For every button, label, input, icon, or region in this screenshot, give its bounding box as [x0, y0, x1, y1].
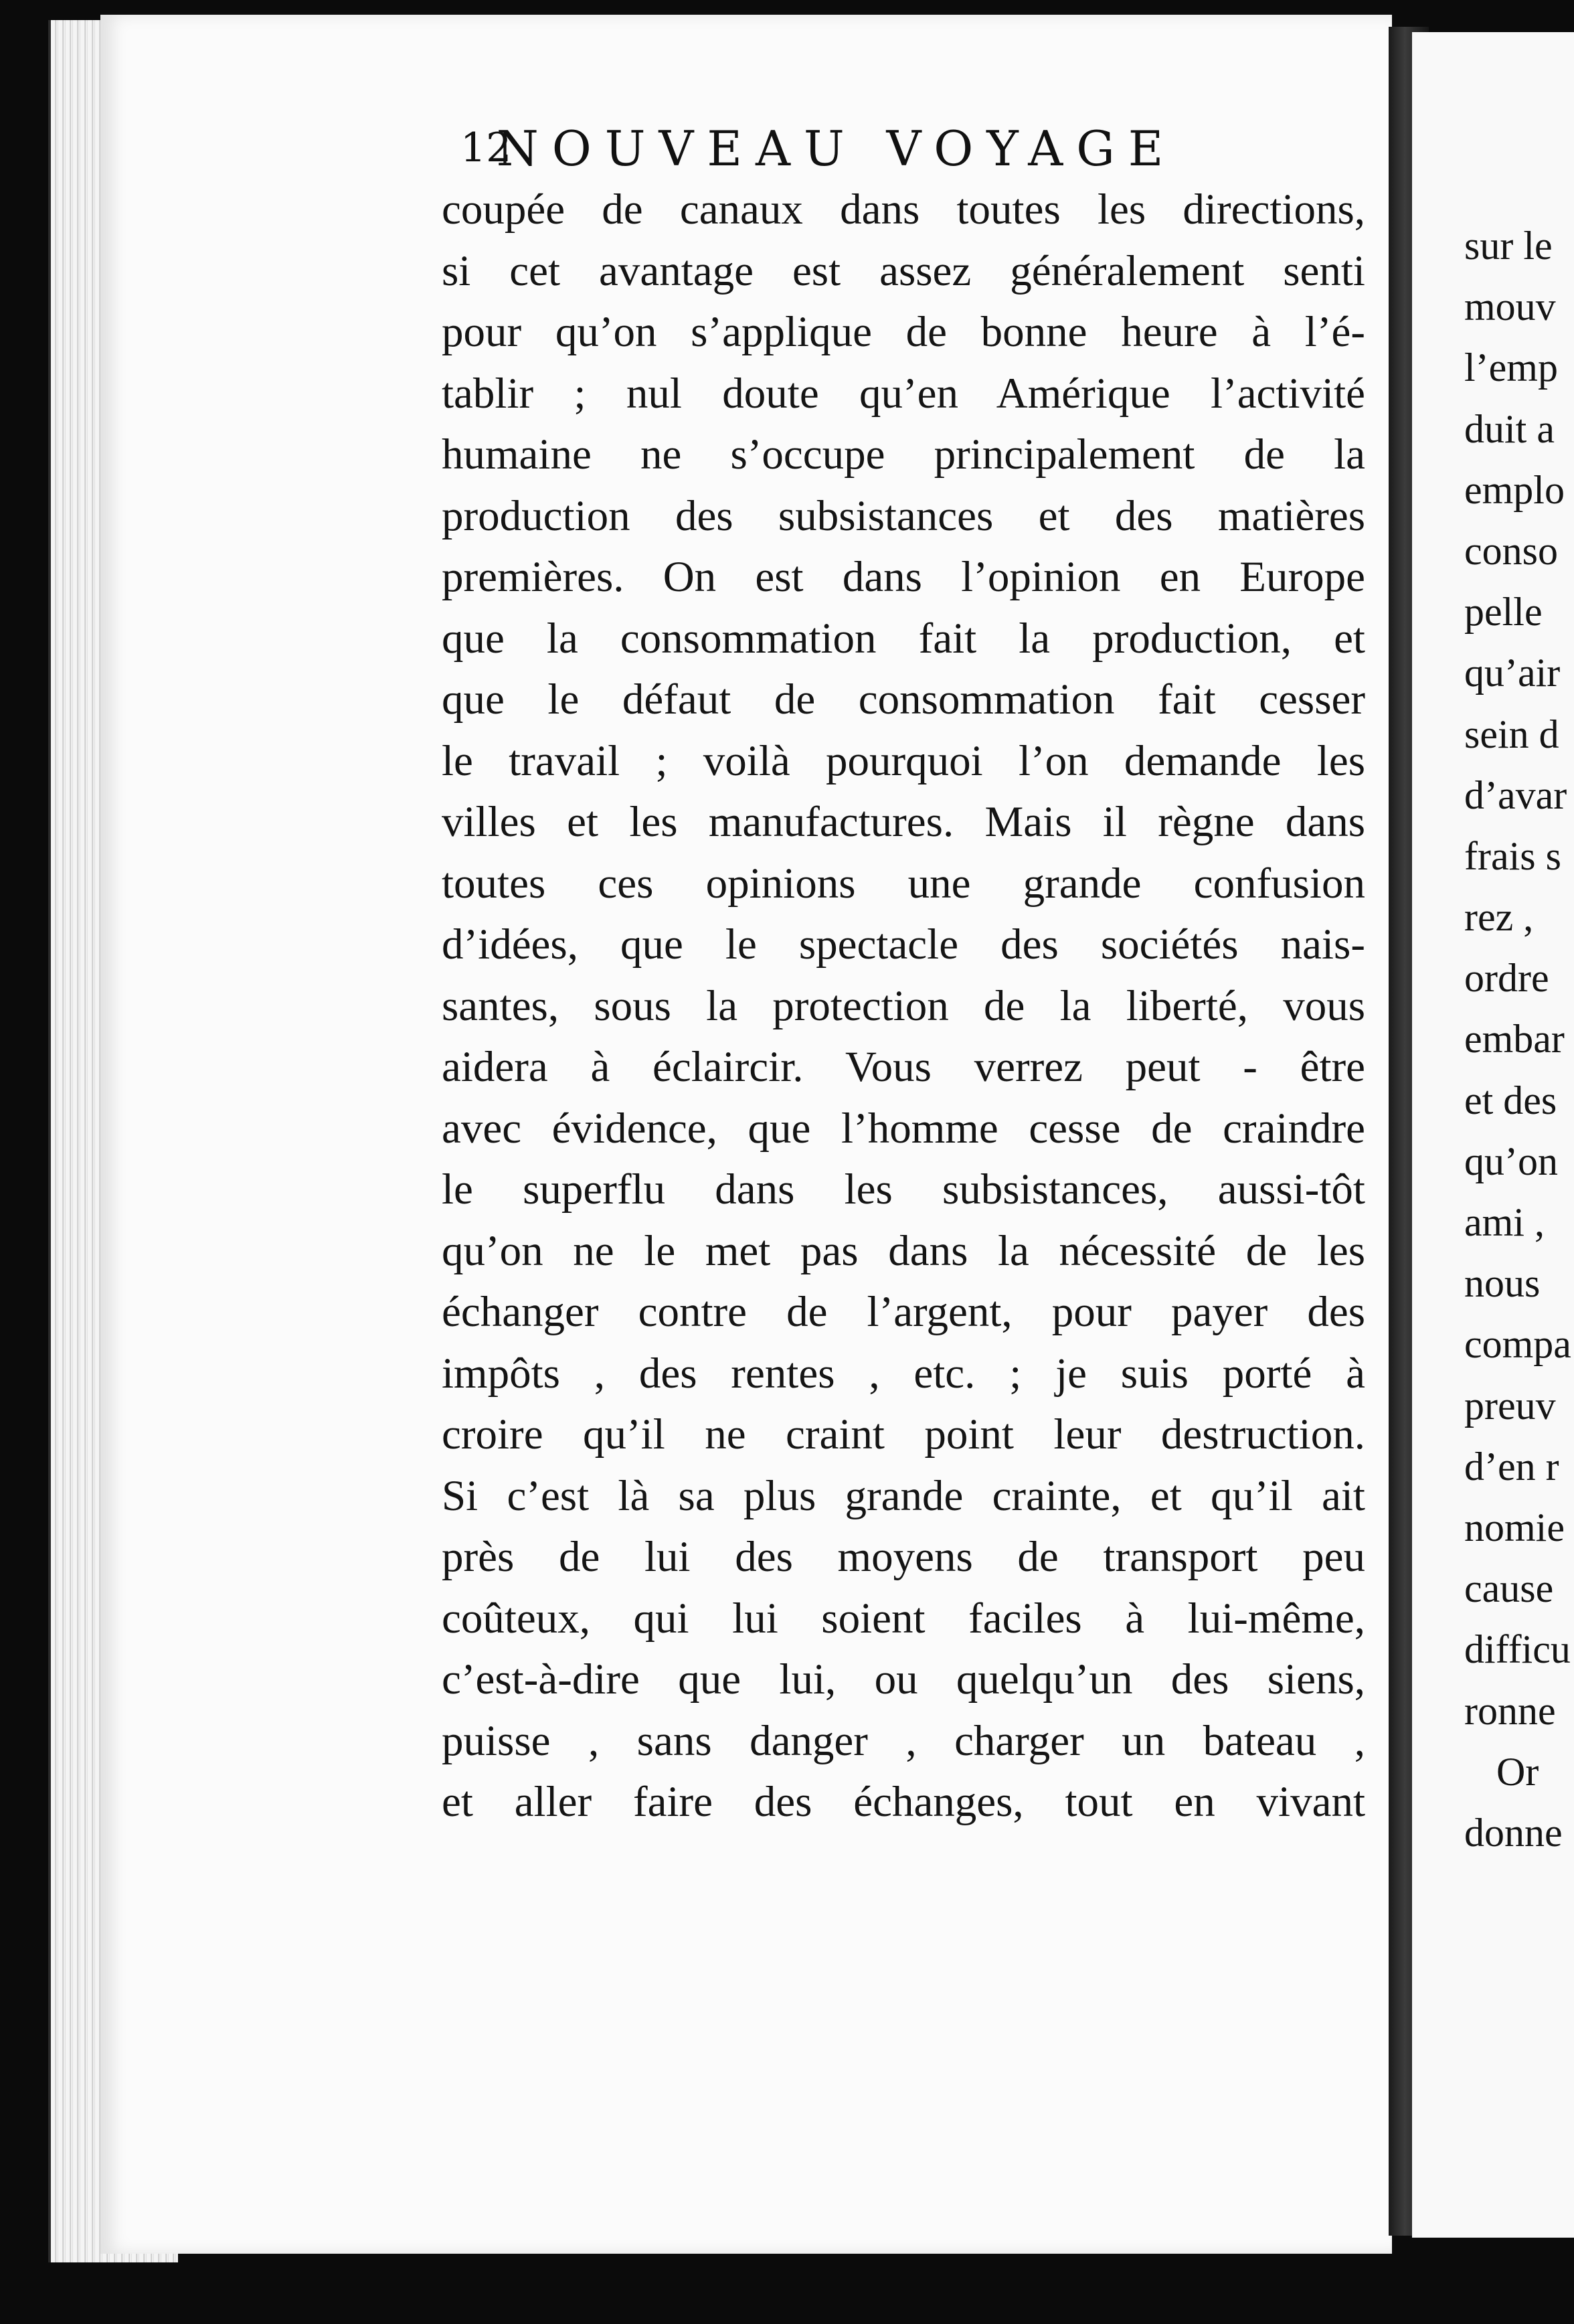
text-line: d’avar — [1464, 772, 1567, 817]
text-line: Or — [1496, 1749, 1539, 1794]
text-line: nomie — [1464, 1505, 1565, 1550]
text-line: ami , — [1464, 1200, 1545, 1244]
text-line: d’en r — [1464, 1444, 1559, 1489]
text-line: aidera à éclaircir. Vous verrez peut - être — [442, 1043, 1365, 1091]
text-line: si cet avantage est assez généralement senti — [442, 246, 1365, 295]
text-line: coupée de canaux dans toutes les directions, — [442, 185, 1365, 234]
text-line: mouv — [1464, 284, 1556, 329]
running-head: NOUVEAU VOYAGE — [496, 120, 1177, 177]
text-line: qu’on ne le met pas dans la nécessité de les — [442, 1226, 1365, 1275]
left-page-text — [442, 179, 1365, 1833]
text-line: tablir ; nul doute qu’en Amérique l’activité — [442, 369, 1365, 418]
text-line: qu’on — [1464, 1139, 1558, 1183]
text-line: cause — [1464, 1566, 1554, 1611]
text-line: santes, sous la protection de la liberté, vous — [442, 981, 1365, 1030]
text-line: pour qu’on s’applique de bonne heure à l’é- — [442, 308, 1365, 356]
text-line: d’idées, que le spectacle des sociétés nais- — [442, 920, 1365, 969]
text-line: et aller faire des échanges, tout en vivant — [442, 1778, 1365, 1826]
text-line: le travail ; voilà pourquoi l’on demande les — [442, 736, 1365, 785]
text-line: duit a — [1464, 406, 1555, 451]
text-line: preuv — [1464, 1383, 1556, 1428]
text-line: coûteux, qui lui soient faciles à lui-même, — [442, 1594, 1365, 1643]
text-line: emplo — [1464, 467, 1565, 512]
text-line: frais s — [1464, 833, 1561, 878]
text-line: conso — [1464, 528, 1558, 573]
text-line: croire qu’il ne craint point leur destruction. — [442, 1410, 1365, 1459]
text-line: compa — [1464, 1322, 1571, 1367]
text-line: ronne — [1464, 1688, 1556, 1733]
text-line: avec évidence, que l’homme cesse de craindre — [442, 1104, 1365, 1153]
text-line: rez , — [1464, 895, 1534, 940]
text-line: puisse , sans danger , charger un bateau , — [442, 1716, 1365, 1765]
text-line: nous — [1464, 1261, 1541, 1306]
text-line: sein d — [1464, 712, 1559, 756]
text-line: difficu — [1464, 1627, 1571, 1672]
text-line: villes et les manufactures. Mais il règne dans — [442, 798, 1365, 846]
text-line: premières. On est dans l’opinion en Europe — [442, 553, 1365, 601]
text-line: échanger contre de l’argent, pour payer des — [442, 1288, 1365, 1336]
text-line: pelle — [1464, 590, 1543, 635]
text-line: impôts , des rentes , etc. ; je suis porté à — [442, 1349, 1365, 1398]
text-line: production des subsistances et des matières — [442, 491, 1365, 540]
text-line: humaine ne s’occupe principalement de la — [442, 430, 1365, 479]
text-line: embar — [1464, 1017, 1565, 1062]
text-line: c’est-à-dire que lui, ou quelqu’un des siens, — [442, 1655, 1365, 1704]
page-number: 12 — [460, 124, 512, 171]
text-line: que le défaut de consommation fait cesser — [442, 675, 1365, 724]
text-line: sur le — [1464, 224, 1553, 268]
text-line: et des — [1464, 1078, 1557, 1123]
text-line: que la consommation fait la production, et — [442, 614, 1365, 663]
text-line: le superflu dans les subsistances, aussi-tôt — [442, 1165, 1365, 1214]
text-line: qu’air — [1464, 651, 1561, 695]
text-line: ordre — [1464, 956, 1549, 1001]
text-line: toutes ces opinions une grande confusion — [442, 859, 1365, 908]
text-line: Si c’est là sa plus grande crainte, et qu’il ait — [442, 1471, 1365, 1520]
text-line: donne — [1464, 1810, 1563, 1855]
right-page-text — [1464, 216, 1574, 1863]
text-line: près de lui des moyens de transport peu — [442, 1533, 1365, 1581]
text-line: l’emp — [1464, 345, 1558, 390]
